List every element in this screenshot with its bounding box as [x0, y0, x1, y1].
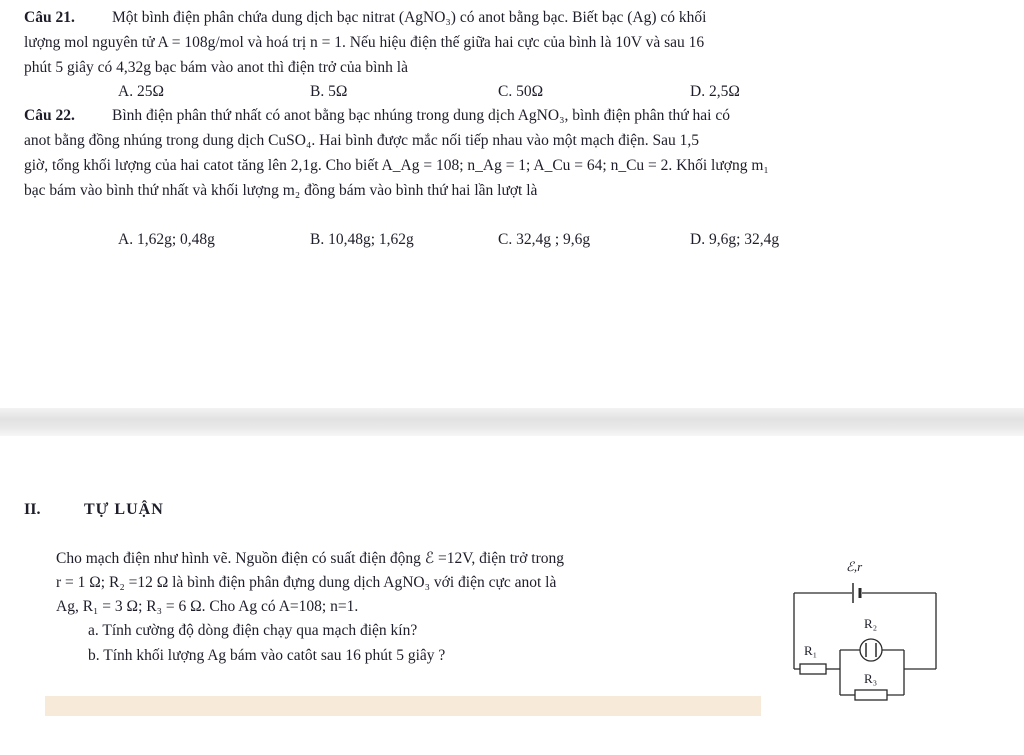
q22-line1 [24, 106, 730, 126]
q21-option-b: B. 5Ω [310, 83, 348, 100]
circuit-diagram [776, 555, 946, 705]
r2-electrolytic-cell [860, 639, 882, 661]
q22-text-2: anot bằng đồng nhúng trong dung dịch CuSO₄. Hai bình được mắc nối tiếp nhau vào một mạch điện. Sau 1,5 [24, 132, 700, 149]
q21-label: Câu 21. [24, 9, 75, 26]
section-number: II. [24, 501, 41, 518]
highlight-bar [45, 696, 761, 716]
source-label: ℰ,r [846, 559, 863, 574]
problem-text-3: Ag, R₁ = 3 Ω; R₃ = 6 Ω. Cho Ag có A=108; n=1. [56, 598, 359, 615]
problem-text-1: Cho mạch điện như hình vẽ. Nguồn điện có suất điện động ℰ =12V, điện trở trong [56, 550, 564, 567]
q21-text-2: lượng mol nguyên tử A = 108g/mol và hoá trị n = 1. Nếu hiệu điện thế giữa hai cực của bình là 10V và sau 16 [24, 34, 705, 51]
section-title: TỰ LUẬN [84, 501, 164, 518]
q22-text-3: giờ, tổng khối lượng của hai catot tăng lên 2,1g. Cho biết A_Ag = 108; n_Ag = 1; A_Cu = 64; n_Cu = 2. Khối lượng m₁ [24, 157, 769, 174]
r2-label: R₂ [864, 616, 878, 631]
q22-text-1: Bình điện phân thứ nhất có anot bằng bạc nhúng trong dung dịch AgNO₃, bình điện phân thứ hai có [112, 107, 730, 124]
q21-text-3: phút 5 giây có 4,32g bạc bám vào anot thì điện trở của bình là [24, 59, 408, 76]
problem-text-2: r = 1 Ω; R₂ =12 Ω là bình điện phân đựng dung dịch AgNO₃ với điện cực anot là [56, 574, 557, 591]
q22-option-d: D. 9,6g; 32,4g [690, 231, 780, 248]
q22-option-c: C. 32,4g ; 9,6g [498, 231, 591, 248]
q22-label: Câu 22. [24, 107, 75, 124]
r3-resistor [855, 690, 887, 700]
q22-option-a: A. 1,62g; 0,48g [118, 231, 215, 248]
r1-resistor [800, 664, 826, 674]
q21-option-d: D. 2,5Ω [690, 83, 740, 100]
page-break-band [0, 408, 1024, 436]
r1-label: R₁ [804, 643, 818, 658]
q21-option-a: A. 25Ω [118, 83, 164, 100]
q21-text-1: Một bình điện phân chứa dung dịch bạc nitrat (AgNO₃) có anot bằng bạc. Biết bạc (Ag) có khối [112, 9, 707, 26]
q22-text-4: bạc bám vào bình thứ nhất và khối lượng m₂ đồng bám vào bình thứ hai lần lượt là [24, 182, 538, 199]
q21-option-c: C. 50Ω [498, 83, 544, 100]
problem-item-a: a. Tính cường độ dòng điện chạy qua mạch điện kín? [88, 622, 418, 639]
q21-line1 [24, 8, 706, 28]
q22-option-b: B. 10,48g; 1,62g [310, 231, 414, 248]
problem-item-b: b. Tính khối lượng Ag bám vào catôt sau 16 phút 5 giây ? [88, 647, 446, 664]
r3-label: R₃ [864, 671, 878, 686]
